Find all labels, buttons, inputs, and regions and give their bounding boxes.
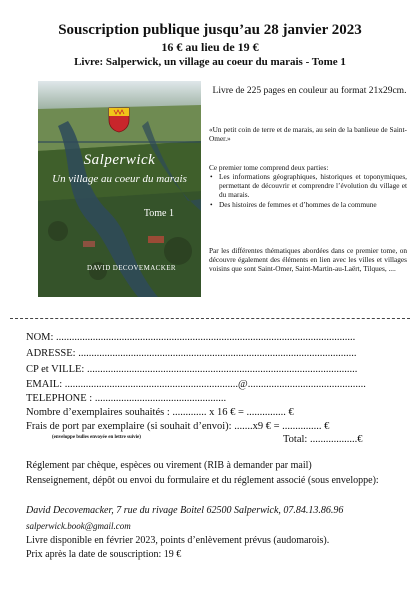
reglement-text: Réglement par chèque, espèces ou virement (RIB à demander par mail) [26, 460, 312, 471]
book-cover [38, 81, 201, 297]
book-parts-intro: Ce premier tome comprend deux parties: [209, 163, 329, 172]
availability-text: Livre disponible en février 2023, points d’enlèvement prévus (audomarois). [26, 535, 330, 546]
book-paragraph: Par les différentes thématiques abordées dans ce premier tome, on découvre également des éléments en lien avec les villes et villages voisins que sont Saint-Omer, Saint-Martin-au-Laërt, Tilques, .... [209, 246, 407, 274]
cover-subtitle: Un village au coeur du marais [52, 173, 187, 185]
cover-volume: Tome 1 [143, 208, 174, 219]
total-field[interactable]: Total: ..................€ [283, 434, 363, 445]
cover-author: DAVID DECOVEMACKER [87, 264, 176, 272]
page-title: Souscription publique jusqu’au 28 janvier 2023 [58, 22, 362, 38]
book-line: Livre: Salperwick, un village au coeur du marais - Tome 1 [74, 56, 346, 68]
price-after-text: Prix après la date de souscription: 19 € [26, 549, 182, 560]
email-field[interactable]: EMAIL: ..................................................................@............................................. [26, 379, 366, 390]
nom-field[interactable]: NOM: .................................................................................................................. [26, 332, 356, 343]
frais-port-field[interactable]: Frais de port par exemplaire (si souhait d’envoi): .......x9 € = ............... € [26, 421, 330, 432]
list-item: • Des histoires de femmes et d’hommes de la commune [209, 200, 407, 209]
contact-address: David Decovemacker, 7 rue du rivage Boitel 62500 Salperwick, 07.84.13.86.96 [26, 505, 344, 516]
contact-email: salperwick.book@gmail.com [26, 521, 131, 531]
book-parts-list [209, 172, 407, 209]
cp-ville-field[interactable]: CP et VILLE: ....................................................................................................... [26, 364, 358, 375]
coat-of-arms-icon [108, 107, 130, 133]
list-item: • Les informations géographiques, historiques et toponymiques, permettant de découvrir et comprendre l’évolution du village et du marais. [209, 172, 407, 200]
exemplaires-field[interactable]: Nombre d’exemplaires souhaités : ............. x 16 € = ............... € [26, 407, 294, 418]
renseignement-text: Renseignement, dépôt ou envoi du formulaire et du réglement associé (sous enveloppe): [26, 475, 379, 486]
envelope-note: (enveloppe bulles envoyée en lettre suivie) [52, 435, 141, 440]
cut-line [10, 318, 410, 319]
book-format: Livre de 225 pages en couleur au format 21x29cm. [212, 86, 407, 96]
price-line: 16 € au lieu de 19 € [161, 40, 259, 54]
telephone-field[interactable]: TELEPHONE : .................................................. [26, 393, 227, 404]
book-quote: «Un petit coin de terre et de marais, au sein de la banlieue de Saint-Omer.» [209, 125, 407, 144]
cover-title: Salperwick [83, 152, 156, 168]
adresse-field[interactable]: ADRESSE: .......................................................................................................... [26, 348, 357, 359]
